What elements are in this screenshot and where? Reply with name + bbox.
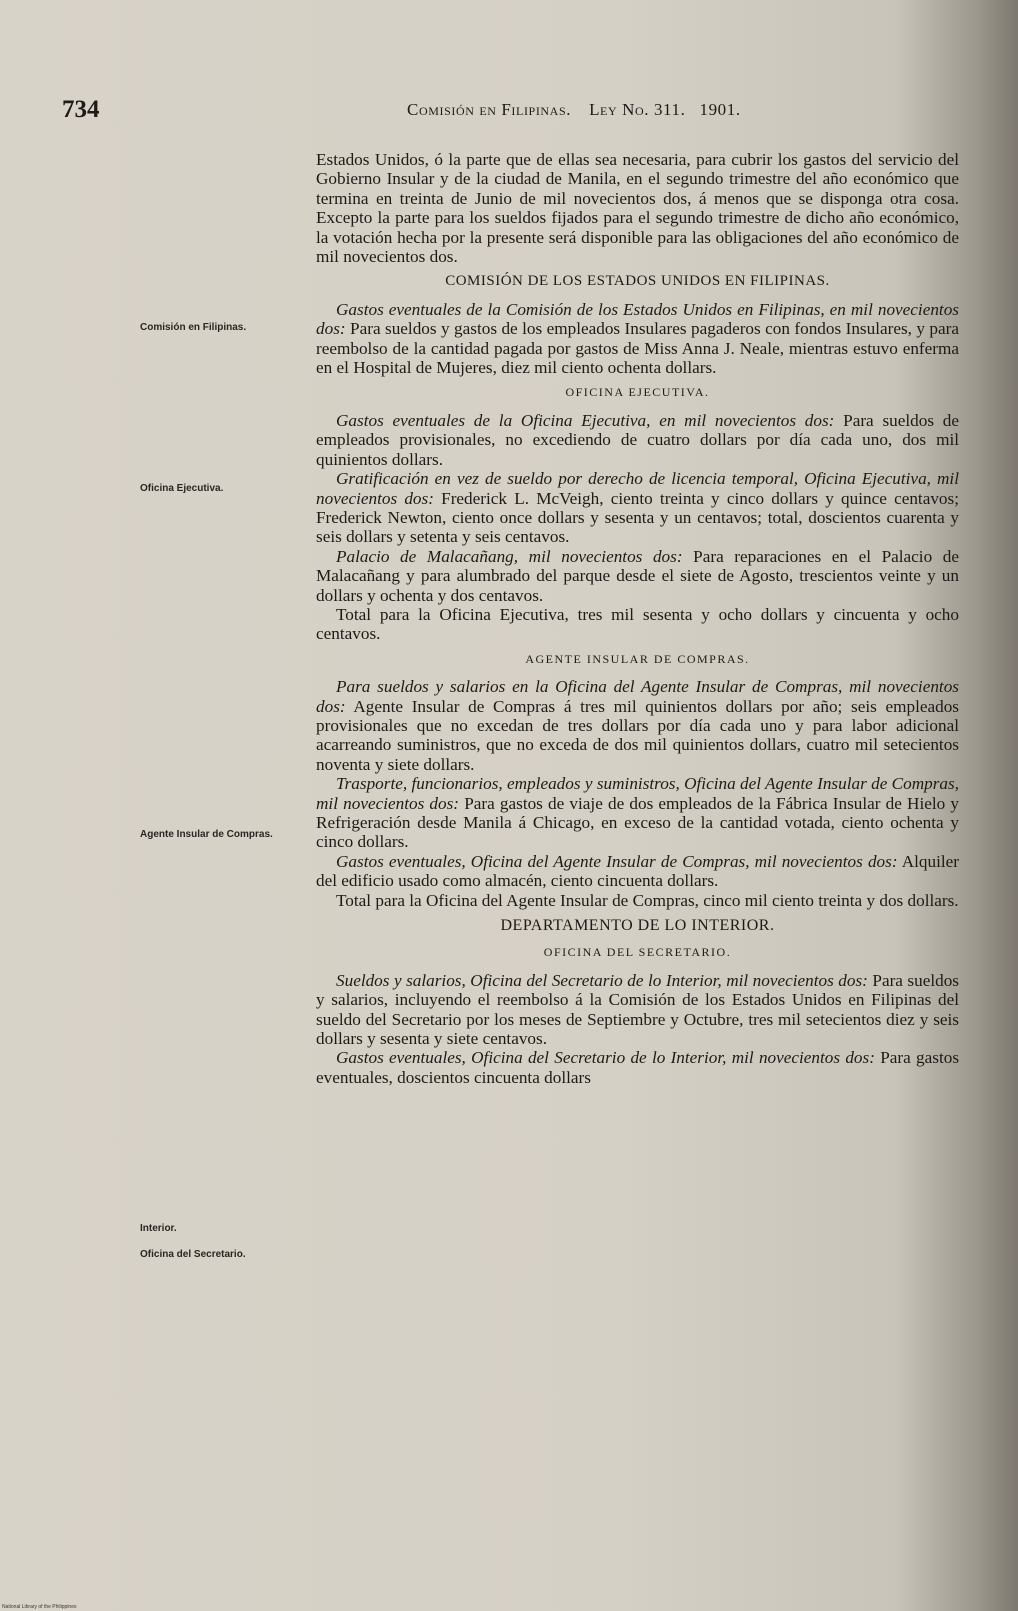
sidenote-comision: Comisión en Filipinas. [140, 322, 247, 333]
ejecutiva-p1-italic: Gastos eventuales de la Oficina Ejecutiva, en mil novecientos dos: [336, 410, 835, 430]
page-number: 734 [62, 96, 100, 123]
secretario-heading: OFICINA DEL SECRETARIO. [543, 945, 732, 960]
comision-text: Para sueldos y gastos de los empleados Insulares pagaderos con fondos Insulares, y para reembolso de la cantidad pagada por gastos de Miss Anna J. Neale, mientras estuvo enferma en el Hospital de Mujeres, diez mil ciento ochenta dollars. [316, 319, 959, 378]
agente-p1-text: Agente Insular de Compras á tres mil quinientos dollars por año; seis empleados provisionales que no excedan de tres dollars por día cada uno y para labor adicional acarreando suministros, que no exceda de dos mil quinientos dollars, cuatro mil setecientos noventa y siete dollars. [316, 696, 959, 774]
secretario-p1-italic: Sueldos y salarios, Oficina del Secretario de lo Interior, mil novecientos dos: [336, 970, 868, 990]
secretario-paragraph-2 [316, 1048, 959, 1087]
agente-total: Total para la Oficina del Agente Insular de Compras, cinco mil ciento treinta y dos dollars. [336, 890, 959, 910]
ejecutiva-p3-italic: Palacio de Malacañang, mil novecientos dos: [336, 546, 683, 566]
comision-heading: COMISIÓN DE LOS ESTADOS UNIDOS EN FILIPINAS. [445, 273, 830, 290]
sidenote-oficina-ejecutiva: Oficina Ejecutiva. [140, 483, 224, 494]
agente-heading: AGENTE INSULAR DE COMPRAS. [525, 651, 750, 666]
running-title: Comisión en Filipinas. [407, 100, 572, 119]
ejecutiva-paragraph-2 [316, 469, 959, 547]
agente-paragraph-2 [316, 774, 959, 852]
body-text [316, 150, 959, 1087]
agente-p2-text: Para gastos de viaje de dos empleados de la Fábrica Insular de Hielo y Refrigeración desde Manila á Chicago, en exceso de la cantidad votada, ciento ochenta y cinco dollars. [316, 793, 959, 852]
agente-paragraph-1 [316, 677, 959, 774]
comision-italic: Gastos eventuales de la Comisión de los Estados Unidos en Filipinas, en mil novecientos dos: [316, 299, 959, 339]
secretario-p2-text: Para gastos eventuales, doscientos cincuenta dollars [316, 1048, 960, 1087]
agente-paragraph-3 [316, 852, 959, 891]
secretario-p1-text: Para sueldos y salarios, incluyendo el reembolso á la Comisión de los Estados Unidos en Filipinas del sueldo del Secretario por los meses de Septiembre y Octubre, tres mil setecientos diez y seis dollars y sesenta y siete centavos. [316, 970, 959, 1049]
agente-p1-italic: Para sueldos y salarios en la Oficina del Agente Insular de Compras, mil novecientos dos: [316, 677, 959, 716]
interior-heading: DEPARTAMENTO DE LO INTERIOR. [500, 917, 775, 935]
ejecutiva-paragraph-1 [316, 411, 959, 469]
ejecutiva-p2-italic: Gratificación en vez de sueldo por derecho de licencia temporal, Oficina Ejecutiva, mil novecientos dos: [316, 469, 959, 508]
sidenote-agente: Agente Insular de Compras. [140, 829, 273, 840]
secretario-p2-italic: Gastos eventuales, Oficina del Secretario de lo Interior, mil novecientos dos: [336, 1048, 875, 1068]
agente-p3-text: Alquiler del edificio usado como almacén, ciento cincuenta dollars. [316, 851, 959, 891]
year: 1901. [699, 100, 741, 119]
ejecutiva-paragraph-3 [316, 547, 959, 605]
ejecutiva-p3-text: Para reparaciones en el Palacio de Malacañang y para alumbrado del parque desde el siete de Agosto, trescientos veinte y un dollars y ochenta y dos centavos. [316, 546, 959, 605]
law-number: Ley No. 311. [589, 100, 686, 119]
agente-p3-italic: Gastos eventuales, Oficina del Agente Insular de Compras, mil novecientos dos: [336, 851, 898, 871]
comision-paragraph [316, 300, 959, 378]
ejecutiva-p1-text: Para sueldos de empleados provisionales, no excediendo de cuatro dollars por día cada uno, dos mil quinientos dollars. [316, 410, 959, 469]
running-head [407, 100, 741, 120]
ejecutiva-heading: OFICINA EJECUTIVA. [565, 385, 710, 400]
page-header [62, 96, 880, 126]
sidenote-interior: Interior. [140, 1223, 177, 1234]
secretario-paragraph-1 [316, 971, 959, 1049]
agente-p2-italic: Trasporte, funcionarios, empleados y suministros, Oficina del Agente Insular de Compras, mil novecientos dos: [316, 774, 959, 813]
scan-credit: National Library of the Philippines [2, 1604, 77, 1610]
ejecutiva-p2-text: Frederick L. McVeigh, ciento treinta y cinco dollars y quince centavos; Frederick Newton, ciento once dollars y sesenta y un centavos; total, doscientos cuarenta y seis dollars y setenta y seis centavos. [316, 488, 959, 547]
ejecutiva-total: Total para la Oficina Ejecutiva, tres mil sesenta y ocho dollars y cincuenta y ocho centavos. [316, 604, 959, 644]
intro-paragraph: Estados Unidos, ó la parte que de ellas sea necesaria, para cubrir los gastos del servicio del Gobierno Insular y de la ciudad de Manila, en el segundo trimestre del año económico que termina en treinta de Junio de mil novecientos dos, á menos que se disponga otra cosa. Excepto la parte para los sueldos fijados para el segundo trimestre de dicho año económico, la votación hecha por la presente será disponible para las obligaciones del año económico de mil novecientos dos. [316, 150, 959, 267]
sidenote-secretario: Oficina del Secretario. [140, 1249, 246, 1260]
